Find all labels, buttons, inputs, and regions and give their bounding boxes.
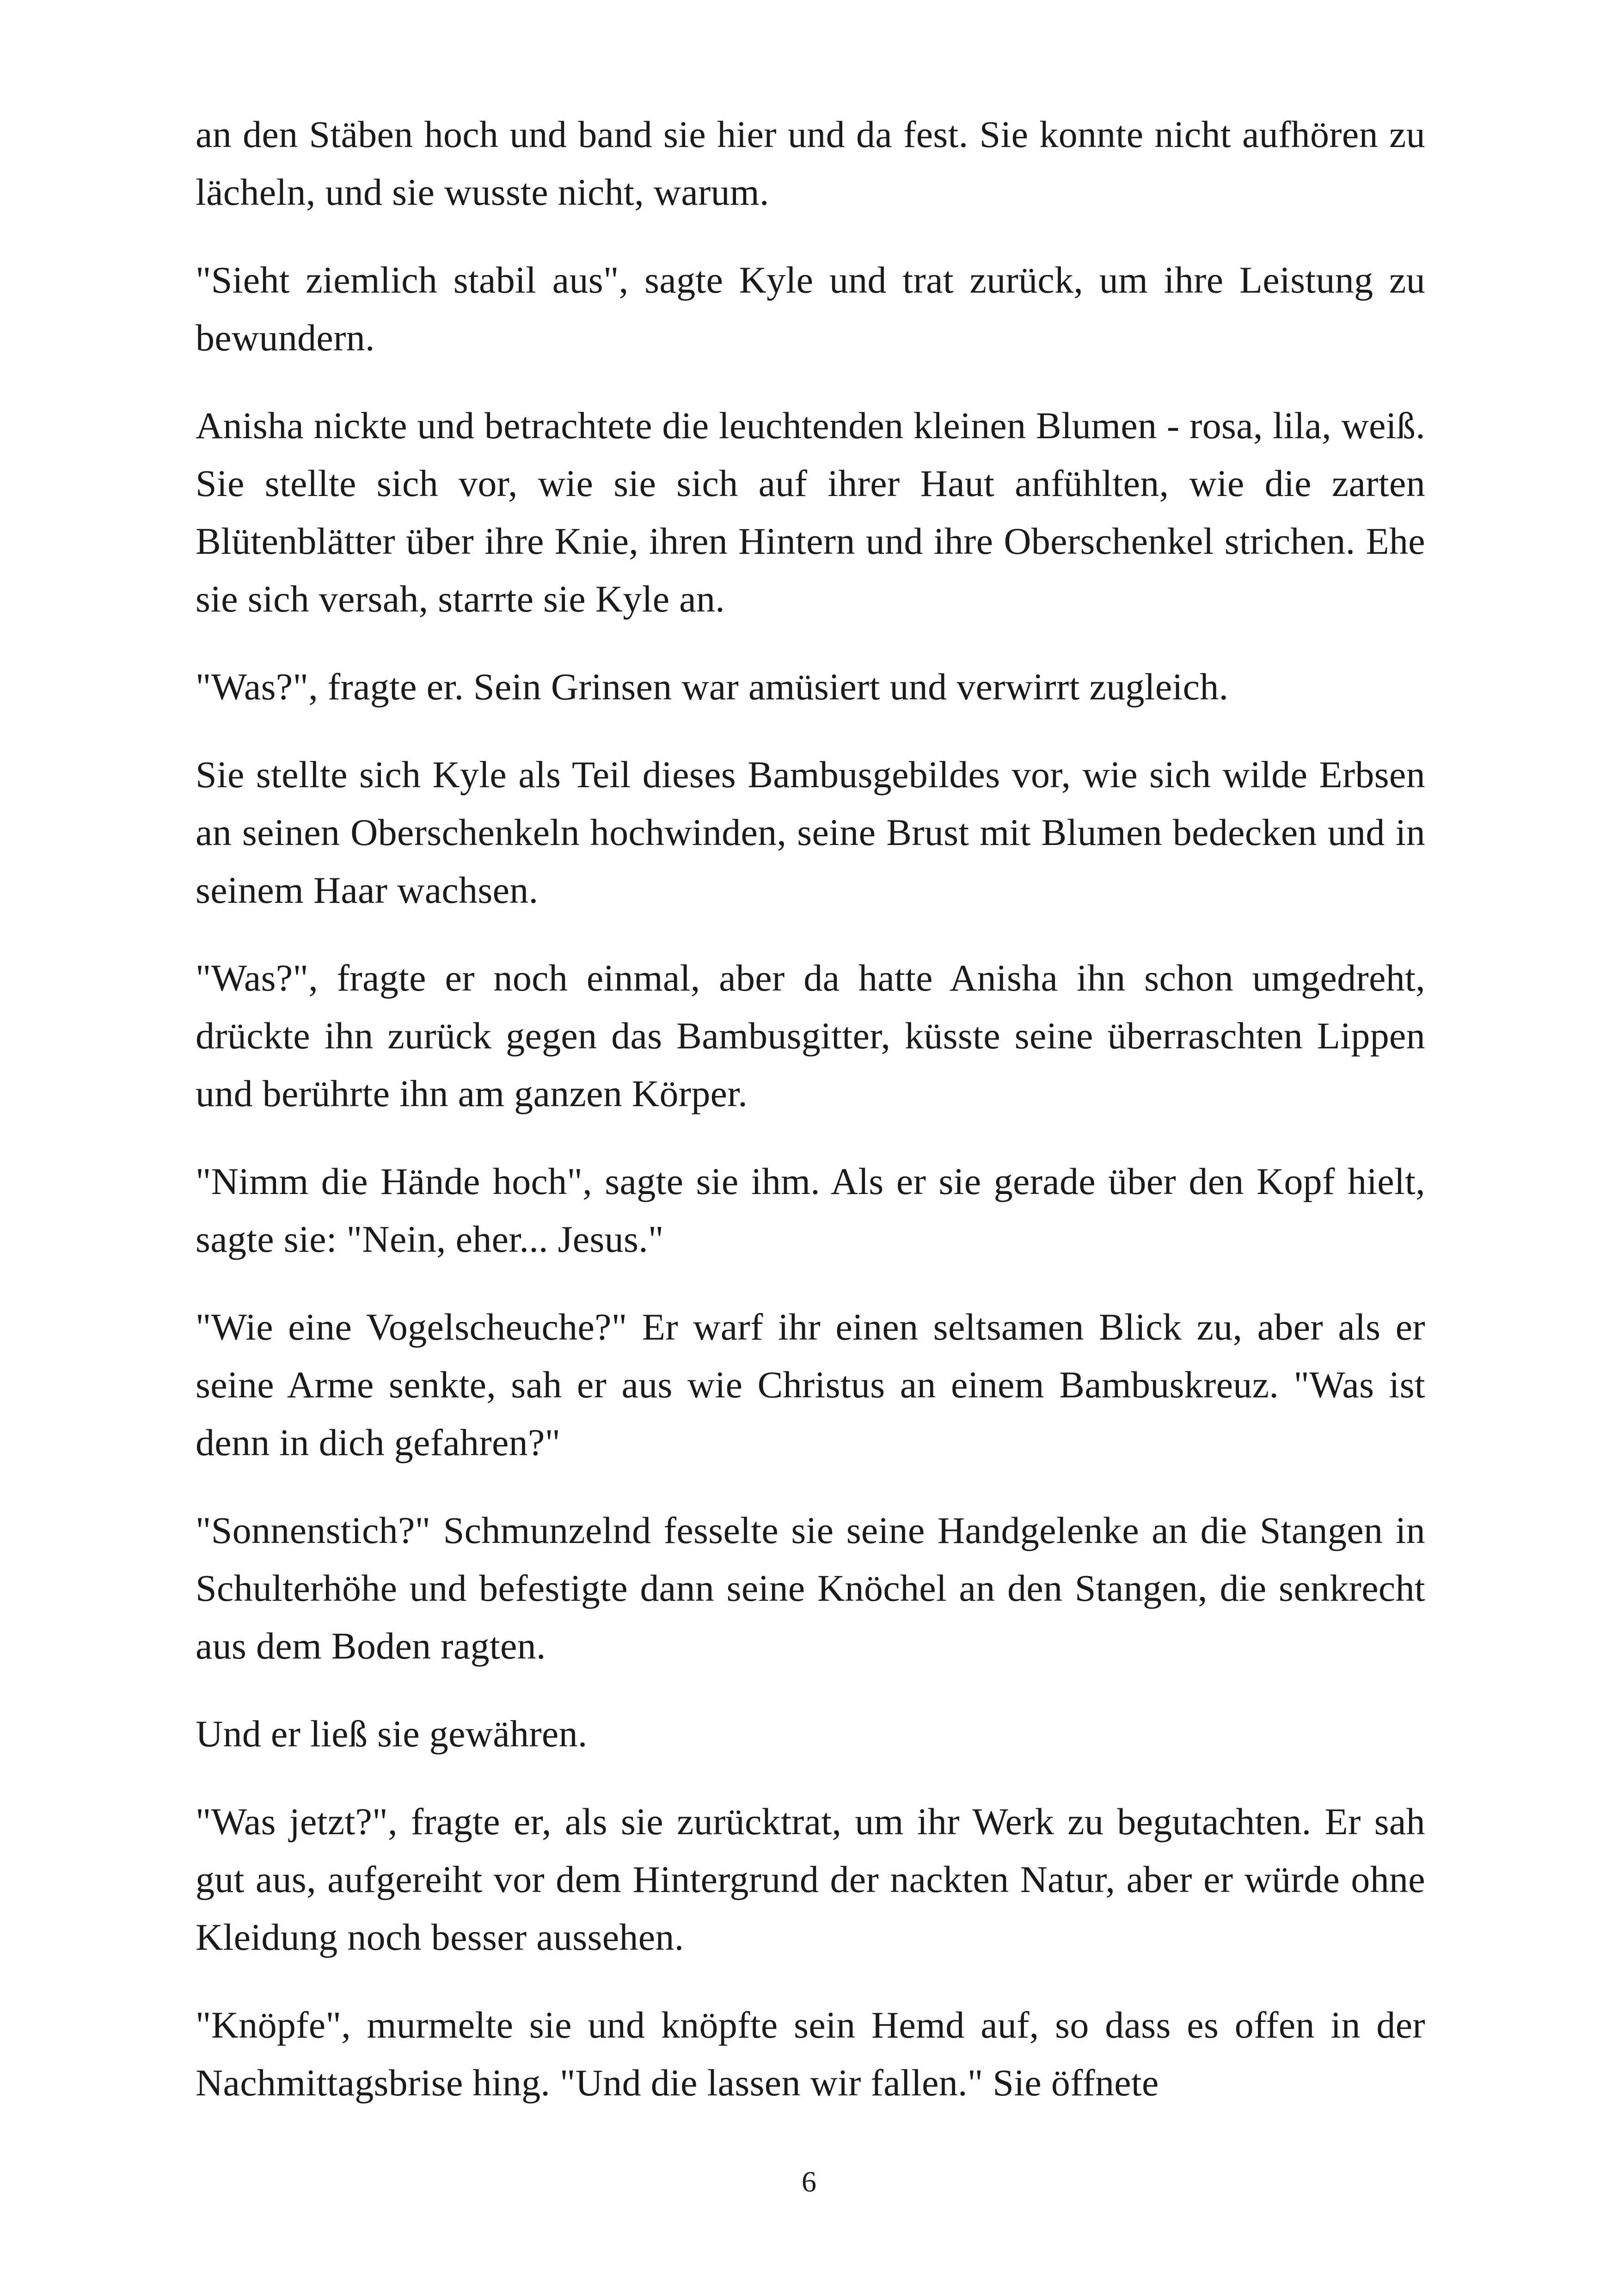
paragraph-2: "Sieht ziemlich stabil aus", sagte Kyle und trat zurück, um ihre Leistung zu bewundern. [196, 259, 1425, 359]
paragraph-3: Anisha nickte und betrachtete die leuchtenden kleinen Blumen - rosa, lila, weiß. Sie stellte sich vor, wie sie sich auf ihrer Haut anfühlten, wie die zarten Blütenblätter über ihre Knie, ihren Hintern und ihre Oberschenkel strichen. Ehe sie sich versah, starrte sie Kyle an. [196, 404, 1425, 620]
paragraph-9: "Sonnenstich?" Schmunzelnd fesselte sie seine Handgelenke an die Stangen in Schulterhöhe und befestigte dann seine Knöchel an den Stangen, die senkrecht aus dem Boden ragten. [196, 1509, 1425, 1667]
paragraph-7: "Nimm die Hände hoch", sagte sie ihm. Als er sie gerade über den Kopf hielt, sagte sie: "Nein, eher... Jesus." [196, 1160, 1425, 1260]
paragraph-4: "Was?", fragte er. Sein Grinsen war amüsiert und verwirrt zugleich. [196, 666, 1229, 708]
paragraph-12: "Knöpfe", murmelte sie und knöpfte sein Hemd auf, so dass es offen in der Nachmittagsbrise hing. "Und die lassen wir fallen." Sie öffnete [196, 2004, 1425, 2104]
paragraph-8: "Wie eine Vogelscheuche?" Er warf ihr einen seltsamen Blick zu, aber als er seine Arme senkte, sah er aus wie Christus an einem Bambuskreuz. "Was ist denn in dich gefahren?" [196, 1306, 1425, 1463]
paragraph-11: "Was jetzt?", fragte er, als sie zurücktrat, um ihr Werk zu begutachten. Er sah gut aus, aufgereiht vor dem Hintergrund der nackten Natur, aber er würde ohne Kleidung noch besser aussehen. [196, 1800, 1425, 1958]
paragraph-10: Und er ließ sie gewähren. [196, 1713, 588, 1755]
body-text [196, 105, 1425, 2142]
paragraph-1: an den Stäben hoch und band sie hier und da fest. Sie konnte nicht aufhören zu lächeln, und sie wusste nicht, warum. [196, 113, 1425, 213]
paragraph-6: "Was?", fragte er noch einmal, aber da hatte Anisha ihn schon umgedreht, drückte ihn zurück gegen das Bambusgitter, küsste seine überraschten Lippen und berührte ihn am ganzen Körper. [196, 957, 1425, 1114]
page-number: 6 [802, 2165, 816, 2198]
paragraph-5: Sie stellte sich Kyle als Teil dieses Bambusgebildes vor, wie sich wilde Erbsen an seinen Oberschenkeln hochwinden, seine Brust mit Blumen bedecken und in seinem Haar wachsen. [196, 753, 1425, 911]
